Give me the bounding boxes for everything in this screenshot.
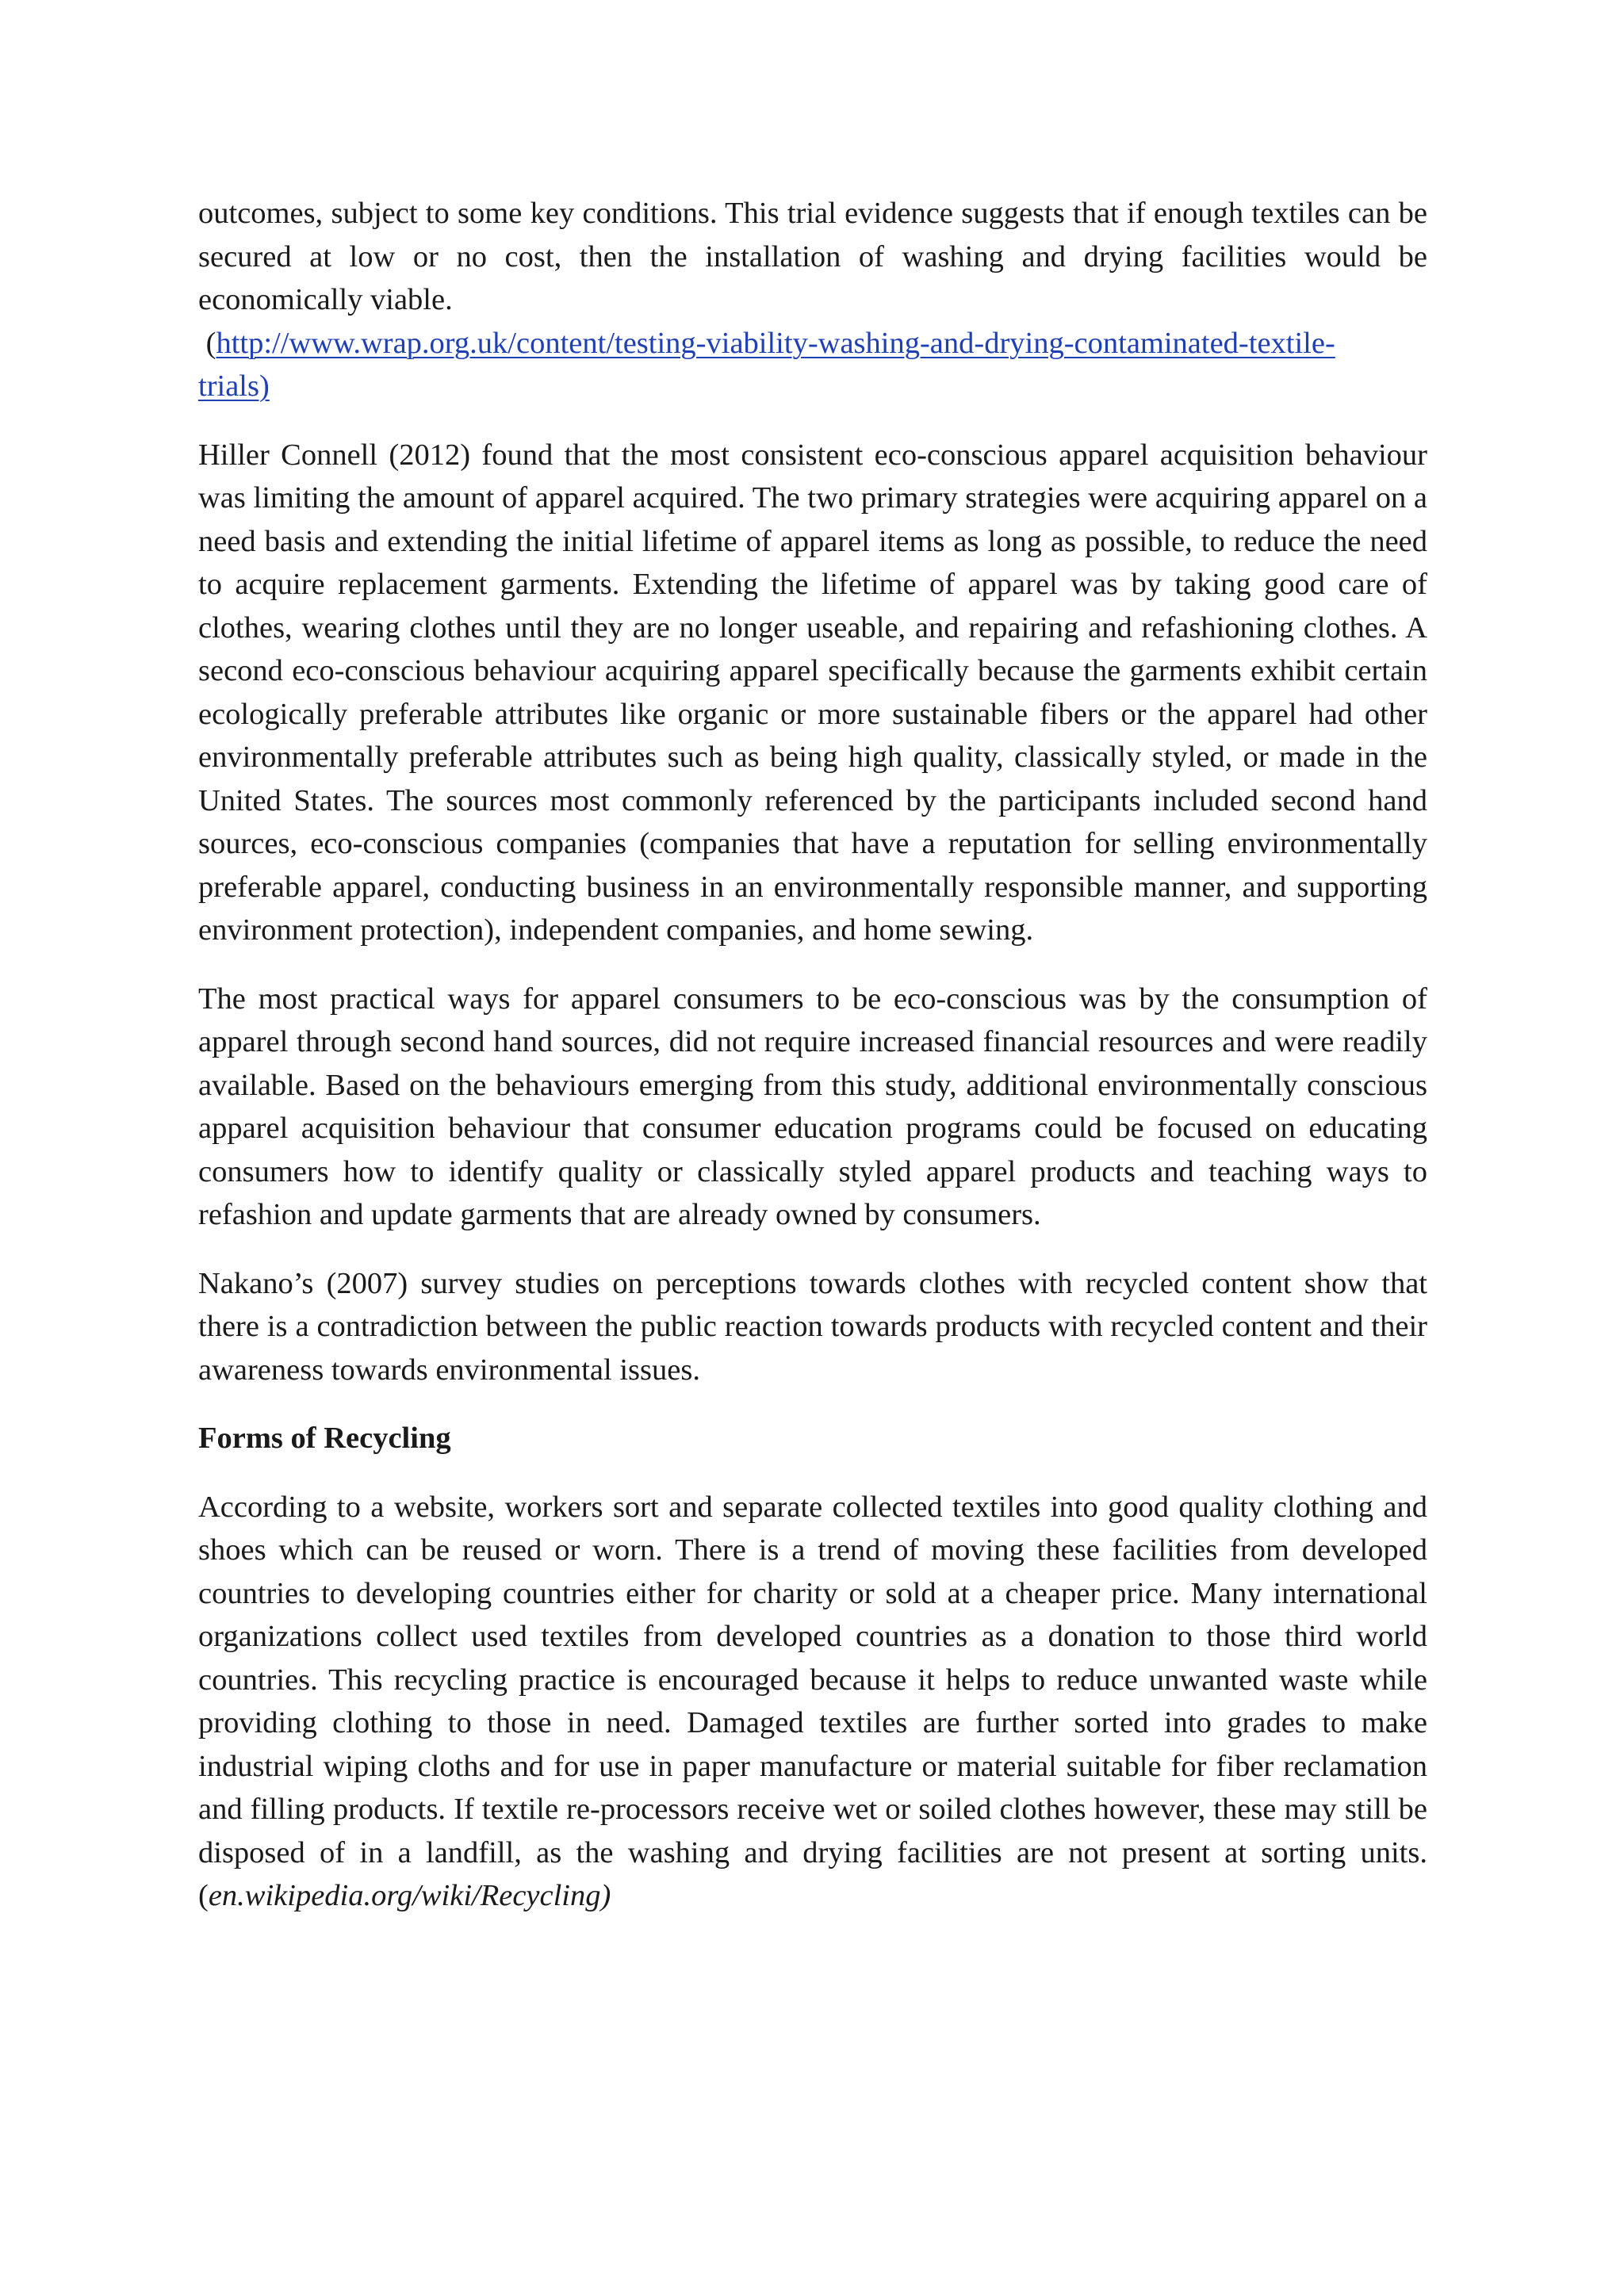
reference-link-line2: trials) [198, 369, 270, 403]
reference-link-line1: http://www.wrap.org.uk/content/testing-viability-washing-and-drying-contaminated-textile- [216, 326, 1335, 360]
link-open-paren: ( [205, 326, 216, 360]
document-body [198, 192, 1427, 1918]
paragraph-nakano: Nakano’s (2007) survey studies on perceptions towards clothes with recycled content show that there is a contradiction between the public reaction towards products with recycled content and their awareness towards environmental issues. [198, 1266, 1427, 1387]
paragraph-forms-text: According to a website, workers sort and separate collected textiles into good quality clothing and shoes which can be reused or worn. There is a trend of moving these facilities from developed countries to developing countries either for charity or sold at a cheaper price. Many international organizations collect used textiles from developed countries as a donation to those third world countries. This recycling practice is encouraged because it helps to reduce unwanted waste while providing clothing to those in need. Damaged textiles are further sorted into grades to make industrial wiping cloths and for use in paper manufacture or material suitable for fiber reclamation and filling products. If textile re-processors receive wet or soiled clothes however, these may still be disposed of in a landfill, as the washing and drying facilities are not present at sorting units. ( [198, 1490, 1427, 1912]
reference-link[interactable] [198, 327, 1335, 404]
paragraph-continuation: outcomes, subject to some key conditions. This trial evidence suggests that if enough textiles can be secured at low or no cost, then the installation of washing and drying facilities would be economically viable. [198, 197, 1427, 316]
paragraph-forms-of-recycling [198, 1486, 1427, 1918]
paragraph-practical-ways: The most practical ways for apparel consumers to be eco-conscious was by the consumption of apparel through second hand sources, did not require increased financial resources and were readily available. Based on the behaviours emerging from this study, additional environmentally conscious apparel acquisition behaviour that consumer education programs could be focused on educating consumers how to identify quality or classically styled apparel products and teaching ways to refashion and update garments that are already owned by consumers. [198, 982, 1427, 1231]
wikipedia-citation: en.wikipedia.org/wiki/Recycling) [208, 1879, 611, 1912]
paragraph-hiller-connell: Hiller Connell (2012) found that the most consistent eco-conscious apparel acquisition behaviour was limiting the amount of apparel acquired. The two primary strategies were acquiring apparel on a need basis and extending the initial lifetime of apparel items as long as possible, to reduce the need to acquire replacement garments. Extending the lifetime of apparel was by taking good care of clothes, wearing clothes until they are no longer useable, and repairing and refashioning clothes. A second eco-conscious behaviour acquiring apparel specifically because the garments exhibit certain ecologically preferable attributes like organic or more sustainable fibers or the apparel had other environmentally preferable attributes such as being high quality, classically styled, or made in the United States. The sources most commonly referenced by the participants included second hand sources, eco-conscious companies (companies that have a reputation for selling environmentally preferable apparel, conducting business in an environmentally responsible manner, and supporting environment protection), independent companies, and home sewing. [198, 438, 1427, 947]
section-heading: Forms of Recycling [198, 1422, 451, 1455]
reference-link-block [198, 322, 1427, 408]
